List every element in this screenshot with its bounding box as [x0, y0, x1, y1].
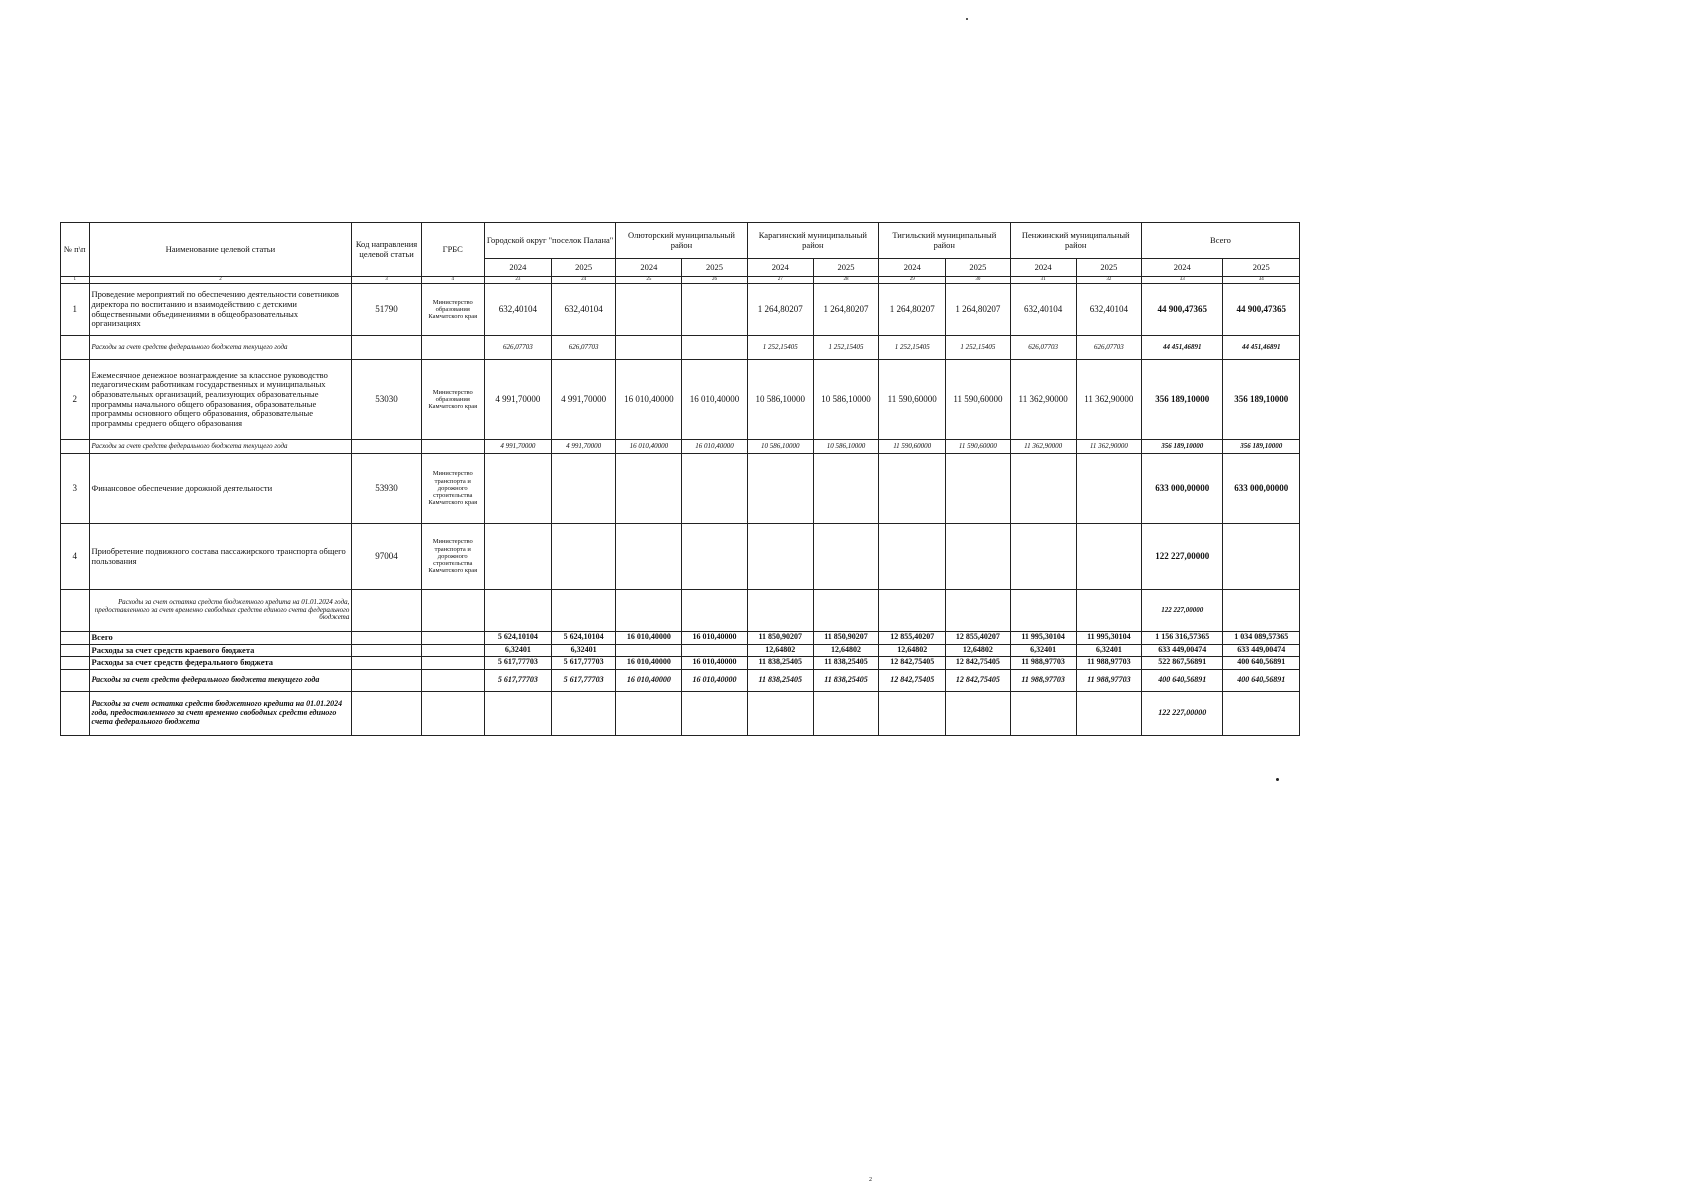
- value-cell: 4 991,70000: [484, 440, 551, 454]
- value-cell: 122 227,00000: [1141, 590, 1223, 632]
- total-value-cell: 11 995,30104: [1076, 632, 1141, 645]
- header-district-palana: Городской округ "поселок Палана": [484, 223, 615, 259]
- total-value-cell: 11 838,25405: [747, 657, 813, 670]
- total-value-cell: 16 010,40000: [616, 657, 682, 670]
- table-row: [61, 590, 1300, 632]
- total-row-grbs: [421, 657, 484, 670]
- total-row-grbs: [421, 644, 484, 657]
- value-cell: [1076, 524, 1141, 590]
- column-index: 34: [1223, 277, 1300, 284]
- value-cell: 11 362,90000: [1076, 440, 1141, 454]
- page-number: 2: [869, 1177, 872, 1183]
- value-cell: 4 991,70000: [484, 360, 551, 440]
- value-cell: 626,07703: [552, 336, 616, 360]
- value-cell: [552, 454, 616, 524]
- total-value-cell: 6,32401: [552, 644, 616, 657]
- value-cell: [813, 524, 878, 590]
- value-cell: [484, 454, 551, 524]
- total-value-cell: 12 842,75405: [879, 669, 946, 691]
- value-cell: 632,40104: [552, 284, 616, 336]
- column-index: 28: [813, 277, 878, 284]
- column-index: 26: [682, 277, 747, 284]
- total-value-cell: [946, 691, 1010, 735]
- row-name: Приобретение подвижного состава пассажирского транспорта общего пользования: [89, 524, 352, 590]
- total-row-code: [352, 644, 421, 657]
- total-value-cell: [1076, 691, 1141, 735]
- value-cell: [484, 524, 551, 590]
- total-row: [61, 691, 1300, 735]
- total-value-cell: 12 842,75405: [946, 657, 1010, 670]
- row-grbs: Министерство образования Камчатского края: [421, 284, 484, 336]
- column-index: 4: [421, 277, 484, 284]
- value-cell: [682, 454, 747, 524]
- total-value-cell: 400 640,56891: [1223, 657, 1300, 670]
- header-year: 2025: [552, 259, 616, 277]
- value-cell: [946, 590, 1010, 632]
- row-grbs: [421, 440, 484, 454]
- value-cell: 356 189,10000: [1141, 440, 1223, 454]
- header-code: Код направления целевой статьи: [352, 223, 421, 277]
- column-index: 2: [89, 277, 352, 284]
- value-cell: 1 264,80207: [813, 284, 878, 336]
- table-row: [61, 440, 1300, 454]
- total-value-cell: 11 838,25405: [813, 669, 878, 691]
- header-year: 2025: [1076, 259, 1141, 277]
- total-row-number: [61, 669, 90, 691]
- total-value-cell: 12,64802: [879, 644, 946, 657]
- total-value-cell: [682, 644, 747, 657]
- value-cell: 626,07703: [1010, 336, 1076, 360]
- value-cell: 11 362,90000: [1076, 360, 1141, 440]
- total-value-cell: 12 842,75405: [879, 657, 946, 670]
- total-value-cell: 16 010,40000: [682, 632, 747, 645]
- total-value-cell: [747, 691, 813, 735]
- total-value-cell: 633 449,00474: [1223, 644, 1300, 657]
- total-value-cell: 6,32401: [484, 644, 551, 657]
- total-value-cell: 12 855,40207: [879, 632, 946, 645]
- value-cell: 44 451,46891: [1223, 336, 1300, 360]
- value-cell: 10 586,10000: [747, 360, 813, 440]
- total-row-code: [352, 691, 421, 735]
- value-cell: 16 010,40000: [616, 360, 682, 440]
- value-cell: [1076, 454, 1141, 524]
- scan-speck: [1276, 778, 1279, 781]
- total-value-cell: 11 988,97703: [1076, 669, 1141, 691]
- column-index: 25: [616, 277, 682, 284]
- total-value-cell: [552, 691, 616, 735]
- row-name: Финансовое обеспечение дорожной деятельности: [89, 454, 352, 524]
- row-code: [352, 440, 421, 454]
- value-cell: [616, 524, 682, 590]
- total-row-name: Расходы за счет остатка средств бюджетного кредита на 01.01.2024 года, предоставленного за счет временно свободных средств единого счета федерального бюджета: [89, 691, 352, 735]
- value-cell: 11 590,60000: [879, 440, 946, 454]
- row-name: Расходы за счет средств федерального бюджета текущего года: [89, 440, 352, 454]
- header-year: 2025: [682, 259, 747, 277]
- column-index: 23: [484, 277, 551, 284]
- total-value-cell: 11 850,90207: [747, 632, 813, 645]
- header-district-olyutorsky: Олюторский муниципальный район: [616, 223, 747, 259]
- value-cell: [552, 524, 616, 590]
- table-row: [61, 360, 1300, 440]
- value-cell: 626,07703: [1076, 336, 1141, 360]
- total-row-grbs: [421, 669, 484, 691]
- row-grbs: [421, 590, 484, 632]
- total-row-grbs: [421, 691, 484, 735]
- value-cell: [747, 524, 813, 590]
- header-year: 2024: [879, 259, 946, 277]
- value-cell: 1 264,80207: [879, 284, 946, 336]
- total-value-cell: 6,32401: [1076, 644, 1141, 657]
- value-cell: [682, 524, 747, 590]
- value-cell: 356 189,10000: [1223, 360, 1300, 440]
- column-index: 31: [1010, 277, 1076, 284]
- value-cell: 356 189,10000: [1141, 360, 1223, 440]
- total-value-cell: 122 227,00000: [1141, 691, 1223, 735]
- total-value-cell: 12,64802: [946, 644, 1010, 657]
- header-name: Наименование целевой статьи: [89, 223, 352, 277]
- budget-table-sheet: [60, 222, 1300, 736]
- row-code: 53930: [352, 454, 421, 524]
- total-value-cell: 5 624,10104: [552, 632, 616, 645]
- value-cell: [1010, 524, 1076, 590]
- total-value-cell: 16 010,40000: [616, 632, 682, 645]
- total-value-cell: 5 617,77703: [484, 657, 551, 670]
- total-row: [61, 657, 1300, 670]
- value-cell: [616, 454, 682, 524]
- total-value-cell: 16 010,40000: [682, 657, 747, 670]
- table-row: [61, 454, 1300, 524]
- value-cell: [616, 284, 682, 336]
- column-index: 24: [552, 277, 616, 284]
- total-value-cell: 11 838,25405: [747, 669, 813, 691]
- header-year: 2025: [1223, 259, 1300, 277]
- value-cell: 16 010,40000: [682, 440, 747, 454]
- row-name: Расходы за счет остатка средств бюджетного кредита на 01.01.2024 года, предоставленного за счет временно свободных средств единого счета федерального бюджета: [89, 590, 352, 632]
- column-index: 1: [61, 277, 90, 284]
- value-cell: 11 362,90000: [1010, 360, 1076, 440]
- total-value-cell: 633 449,00474: [1141, 644, 1223, 657]
- scan-speck: [966, 18, 968, 20]
- row-grbs: Министерство транспорта и дорожного строительства Камчатского края: [421, 454, 484, 524]
- total-row-number: [61, 691, 90, 735]
- total-row-name: Расходы за счет средств федерального бюджета: [89, 657, 352, 670]
- total-row-number: [61, 644, 90, 657]
- value-cell: 632,40104: [1010, 284, 1076, 336]
- total-value-cell: [813, 691, 878, 735]
- total-value-cell: 12,64802: [747, 644, 813, 657]
- value-cell: [484, 590, 551, 632]
- total-row-name: Расходы за счет средств федерального бюджета текущего года: [89, 669, 352, 691]
- total-value-cell: [616, 691, 682, 735]
- row-number: 2: [61, 360, 90, 440]
- value-cell: 1 264,80207: [946, 284, 1010, 336]
- value-cell: 632,40104: [1076, 284, 1141, 336]
- row-code: 97004: [352, 524, 421, 590]
- total-value-cell: 5 617,77703: [484, 669, 551, 691]
- value-cell: 632,40104: [484, 284, 551, 336]
- total-row: [61, 669, 1300, 691]
- value-cell: 1 252,15405: [946, 336, 1010, 360]
- value-cell: 1 252,15405: [879, 336, 946, 360]
- total-value-cell: 16 010,40000: [616, 669, 682, 691]
- total-row-number: [61, 632, 90, 645]
- total-value-cell: 6,32401: [1010, 644, 1076, 657]
- total-value-cell: 11 838,25405: [813, 657, 878, 670]
- header-year: 2024: [747, 259, 813, 277]
- row-code: [352, 590, 421, 632]
- value-cell: [1010, 590, 1076, 632]
- value-cell: [682, 590, 747, 632]
- total-value-cell: 12 855,40207: [946, 632, 1010, 645]
- row-number: [61, 590, 90, 632]
- total-value-cell: 11 988,97703: [1010, 657, 1076, 670]
- value-cell: 1 264,80207: [747, 284, 813, 336]
- value-cell: 1 252,15405: [813, 336, 878, 360]
- total-row: [61, 632, 1300, 645]
- total-row-code: [352, 632, 421, 645]
- value-cell: 10 586,10000: [813, 440, 878, 454]
- value-cell: [552, 590, 616, 632]
- total-row-number: [61, 657, 90, 670]
- total-row-name: Расходы за счет средств краевого бюджета: [89, 644, 352, 657]
- row-number: 3: [61, 454, 90, 524]
- total-value-cell: [1223, 691, 1300, 735]
- value-cell: 16 010,40000: [682, 360, 747, 440]
- header-district-tigilsky: Тигильский муниципальный район: [879, 223, 1010, 259]
- row-name: Расходы за счет средств федерального бюджета текущего года: [89, 336, 352, 360]
- value-cell: [682, 336, 747, 360]
- value-cell: [1076, 590, 1141, 632]
- total-value-cell: 5 617,77703: [552, 657, 616, 670]
- value-cell: 16 010,40000: [616, 440, 682, 454]
- value-cell: 633 000,00000: [1223, 454, 1300, 524]
- header-year: 2024: [1010, 259, 1076, 277]
- table-row: [61, 524, 1300, 590]
- row-grbs: Министерство образования Камчатского края: [421, 360, 484, 440]
- total-value-cell: 16 010,40000: [682, 669, 747, 691]
- table-row: [61, 284, 1300, 336]
- total-value-cell: 400 640,56891: [1141, 669, 1223, 691]
- value-cell: [1223, 590, 1300, 632]
- header-district-penzhinsky: Пенжинский муниципальный район: [1010, 223, 1141, 259]
- value-cell: 356 189,10000: [1223, 440, 1300, 454]
- total-value-cell: 400 640,56891: [1223, 669, 1300, 691]
- value-cell: [1223, 524, 1300, 590]
- value-cell: [616, 590, 682, 632]
- column-index: 33: [1141, 277, 1223, 284]
- value-cell: [946, 524, 1010, 590]
- total-value-cell: 11 988,97703: [1076, 657, 1141, 670]
- total-value-cell: 5 617,77703: [552, 669, 616, 691]
- total-row-grbs: [421, 632, 484, 645]
- total-value-cell: [616, 644, 682, 657]
- value-cell: 122 227,00000: [1141, 524, 1223, 590]
- total-value-cell: 12,64802: [813, 644, 878, 657]
- value-cell: 44 451,46891: [1141, 336, 1223, 360]
- total-value-cell: 11 988,97703: [1010, 669, 1076, 691]
- budget-table: [60, 222, 1300, 736]
- total-row-code: [352, 657, 421, 670]
- total-value-cell: 1 156 316,57365: [1141, 632, 1223, 645]
- header-total: Всего: [1141, 223, 1299, 259]
- column-index: 27: [747, 277, 813, 284]
- total-value-cell: [484, 691, 551, 735]
- value-cell: [813, 454, 878, 524]
- value-cell: 10 586,10000: [747, 440, 813, 454]
- total-value-cell: 12 842,75405: [946, 669, 1010, 691]
- value-cell: 44 900,47365: [1141, 284, 1223, 336]
- row-number: [61, 440, 90, 454]
- row-code: [352, 336, 421, 360]
- value-cell: 4 991,70000: [552, 360, 616, 440]
- header-grbs: ГРБС: [421, 223, 484, 277]
- row-code: 53030: [352, 360, 421, 440]
- row-grbs: Министерство транспорта и дорожного строительства Камчатского края: [421, 524, 484, 590]
- column-index: 32: [1076, 277, 1141, 284]
- total-row: [61, 644, 1300, 657]
- total-row-code: [352, 669, 421, 691]
- value-cell: [747, 454, 813, 524]
- value-cell: 11 590,60000: [946, 360, 1010, 440]
- total-value-cell: 1 034 089,57365: [1223, 632, 1300, 645]
- row-number: 1: [61, 284, 90, 336]
- value-cell: [879, 454, 946, 524]
- total-value-cell: [1010, 691, 1076, 735]
- column-index: 3: [352, 277, 421, 284]
- total-value-cell: 11 850,90207: [813, 632, 878, 645]
- value-cell: 44 900,47365: [1223, 284, 1300, 336]
- table-row: [61, 336, 1300, 360]
- total-value-cell: 11 995,30104: [1010, 632, 1076, 645]
- column-index: 30: [946, 277, 1010, 284]
- value-cell: [813, 590, 878, 632]
- row-grbs: [421, 336, 484, 360]
- total-value-cell: [682, 691, 747, 735]
- header-year: 2025: [813, 259, 878, 277]
- value-cell: 10 586,10000: [813, 360, 878, 440]
- column-index: 29: [879, 277, 946, 284]
- value-cell: [682, 284, 747, 336]
- value-cell: [879, 524, 946, 590]
- header-year: 2024: [484, 259, 551, 277]
- total-value-cell: 522 867,56891: [1141, 657, 1223, 670]
- header-district-karaginsky: Карагинский муниципальный район: [747, 223, 878, 259]
- value-cell: [1010, 454, 1076, 524]
- total-value-cell: [879, 691, 946, 735]
- total-value-cell: 5 624,10104: [484, 632, 551, 645]
- value-cell: 1 252,15405: [747, 336, 813, 360]
- value-cell: [616, 336, 682, 360]
- header-no: № п\п: [61, 223, 90, 277]
- row-number: [61, 336, 90, 360]
- value-cell: 626,07703: [484, 336, 551, 360]
- row-name: Проведение мероприятий по обеспечению деятельности советников директора по воспитанию и взаимодействию с детскими общественными объединениями в общеобразовательных организациях: [89, 284, 352, 336]
- value-cell: 633 000,00000: [1141, 454, 1223, 524]
- header-year: 2024: [1141, 259, 1223, 277]
- row-name: Ежемесячное денежное вознаграждение за классное руководство педагогическим работникам государственных и муниципальных образовательных организаций, реализующих образовательные программы начального общего образования, образовательные программы основного общего образования, образовательные программы среднего общего образования: [89, 360, 352, 440]
- row-number: 4: [61, 524, 90, 590]
- value-cell: [747, 590, 813, 632]
- value-cell: [946, 454, 1010, 524]
- value-cell: 11 590,60000: [879, 360, 946, 440]
- value-cell: 4 991,70000: [552, 440, 616, 454]
- value-cell: 11 362,90000: [1010, 440, 1076, 454]
- row-code: 51790: [352, 284, 421, 336]
- value-cell: [879, 590, 946, 632]
- value-cell: 11 590,60000: [946, 440, 1010, 454]
- header-year: 2025: [946, 259, 1010, 277]
- total-row-name: Всего: [89, 632, 352, 645]
- header-year: 2024: [616, 259, 682, 277]
